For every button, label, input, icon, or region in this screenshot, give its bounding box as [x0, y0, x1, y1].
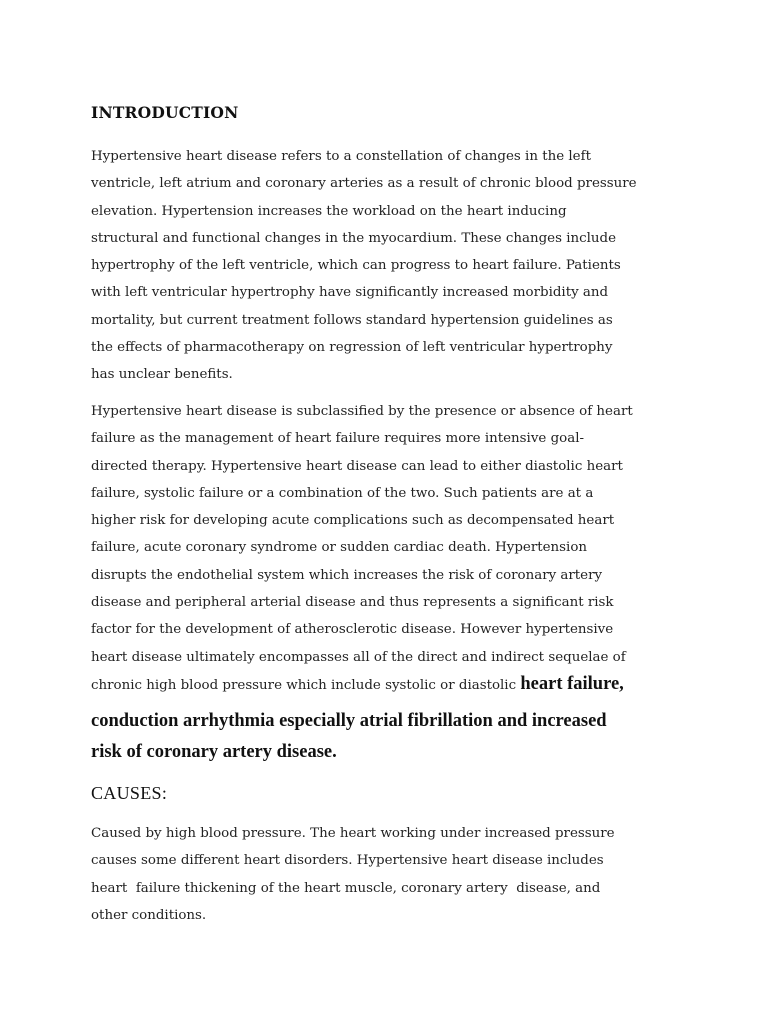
introduction-paragraph-2	[91, 398, 669, 671]
text-line: failure, acute coronary syndrome or sudden cardiac death. Hypertension	[91, 540, 588, 556]
text-line: has unclear benefits.	[91, 367, 233, 383]
text-line-emphasis: heart failure,	[520, 674, 624, 694]
text-line: Hypertensive heart disease refers to a constellation of changes in the left	[91, 149, 591, 164]
text-line: other conditions.	[91, 907, 207, 923]
introduction-paragraph-1	[91, 143, 669, 389]
text-line: disrupts the endothelial system which increases the risk of coronary artery	[91, 567, 603, 583]
emphasis-line: conduction arrhythmia especially atrial fibrillation and increased	[91, 711, 607, 731]
text-line: elevation. Hypertension increases the workload on the heart inducing	[91, 203, 567, 219]
text-line: mortality, but current treatment follows standard hypertension guidelines as	[91, 312, 613, 328]
text-line: structural and functional changes in the myocardium. These changes include	[91, 230, 617, 246]
text-line: with left ventricular hypertrophy have significantly increased morbidity and	[91, 285, 609, 301]
paragraph-2-final-line	[91, 671, 624, 699]
text-line: directed therapy. Hypertensive heart disease can lead to either diastolic heart	[91, 458, 623, 474]
introduction-heading: INTRODUCTION	[91, 103, 239, 122]
text-line: failure, systolic failure or a combination of the two. Such patients are at a	[91, 485, 594, 501]
text-line: heart disease ultimately encompasses all of the direct and indirect sequelae of	[91, 649, 626, 665]
text-line: Hypertensive heart disease is subclassified by the presence or absence of heart	[91, 404, 633, 419]
text-line: factor for the development of atherosclerotic disease. However hypertensive	[91, 622, 614, 638]
text-line: heart failure thickening of the heart muscle, coronary artery disease, and	[91, 880, 601, 896]
text-line: ventricle, left atrium and coronary arteries as a result of chronic blood pressure	[91, 176, 637, 192]
text-line: the effects of pharmacotherapy on regression of left ventricular hypertrophy	[91, 340, 613, 356]
emphasis-line: risk of coronary artery disease.	[91, 742, 337, 762]
text-line: higher risk for developing acute complications such as decompensated heart	[91, 513, 615, 529]
text-line: Caused by high blood pressure. The heart working under increased pressure	[91, 826, 615, 841]
emphasis-block	[91, 706, 669, 768]
text-line: causes some different heart disorders. Hypertensive heart disease includes	[91, 853, 604, 869]
text-line-plain: chronic high blood pressure which include systolic or diastolic	[91, 678, 521, 693]
text-line: disease and peripheral arterial disease and thus represents a significant risk	[91, 595, 614, 611]
text-line: hypertrophy of the left ventricle, which can progress to heart failure. Patients	[91, 258, 621, 274]
text-line: failure as the management of heart failure requires more intensive goal-	[91, 431, 584, 447]
causes-heading: CAUSES:	[91, 783, 168, 803]
causes-paragraph	[91, 820, 669, 929]
